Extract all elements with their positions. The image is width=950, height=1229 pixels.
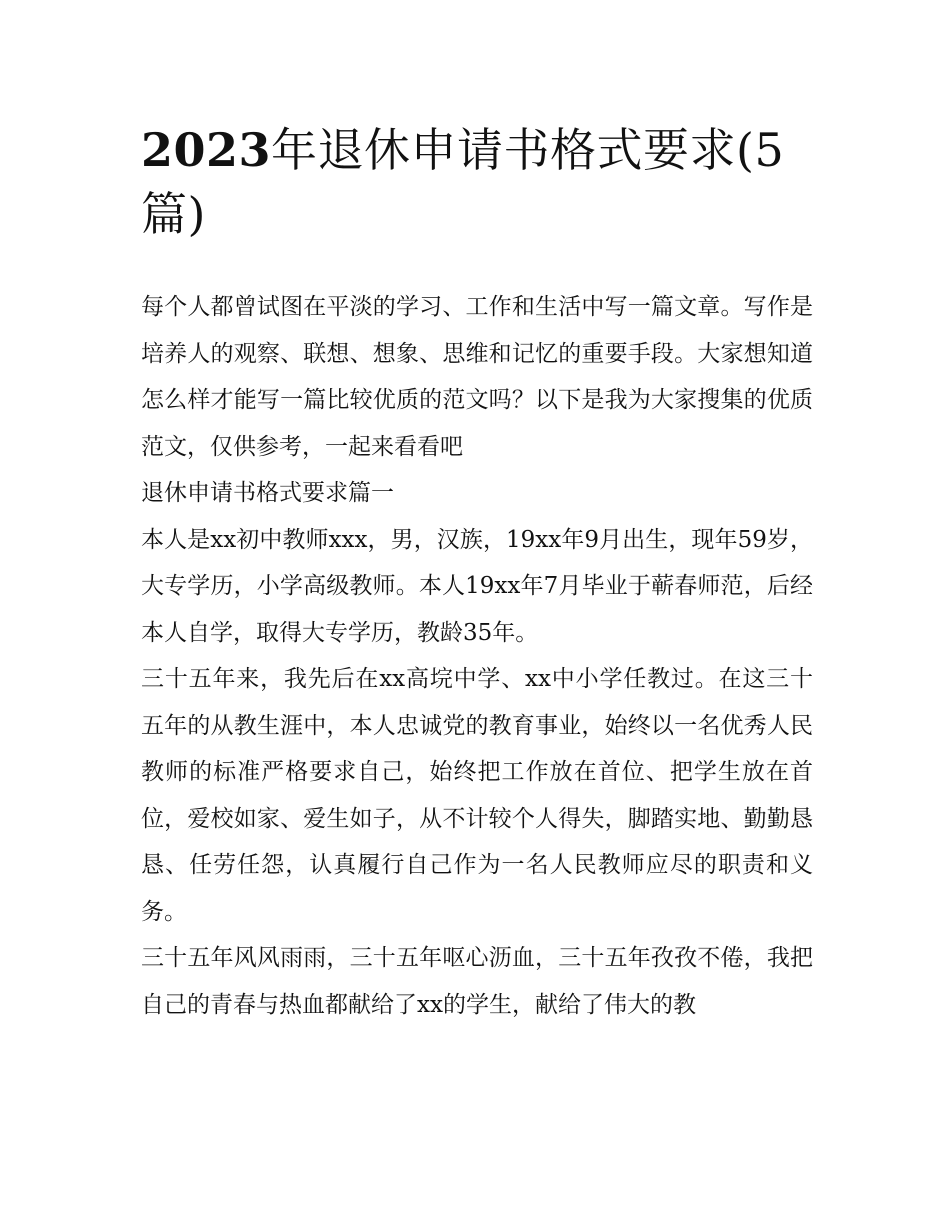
document-body bbox=[141, 284, 813, 1028]
body-paragraph: 本人是xx初中教师xxx，男，汉族，19xx年9月出生，现年59岁，大专学历，小学高级教师。本人19xx年7月毕业于蕲春师范，后经本人自学，取得大专学历，教龄35年。 bbox=[141, 526, 813, 646]
title-year: 2023 bbox=[141, 123, 272, 177]
section-heading: 退休申请书格式要求篇一 bbox=[141, 480, 394, 506]
document-title bbox=[141, 118, 813, 246]
body-paragraph: 三十五年风风雨雨，三十五年呕心沥血，三十五年孜孜不倦，我把自己的青春与热血都献给了xx的学生，献给了伟大的教 bbox=[141, 945, 813, 1018]
title-text: 年退休申请书格式要求(5篇) bbox=[141, 123, 785, 241]
body-paragraph: 三十五年来，我先后在xx高垸中学、xx中小学任教过。在这三十五年的从教生涯中，本人忠诚党的教育事业，始终以一名优秀人民教师的标准严格要求自己，始终把工作放在首位、把学生放在首位，爱校如家、爱生如子，从不计较个人得失，脚踏实地、勤勤恳恳、任劳任怨，认真履行自己作为一名人民教师应尽的职责和义务。 bbox=[141, 666, 813, 925]
document-page bbox=[141, 118, 813, 1028]
intro-paragraph: 每个人都曾试图在平淡的学习、工作和生活中写一篇文章。写作是培养人的观察、联想、想象、思维和记忆的重要手段。大家想知道怎么样才能写一篇比较优质的范文吗？以下是我为大家搜集的优质范文，仅供参考，一起来看看吧 bbox=[141, 294, 813, 460]
